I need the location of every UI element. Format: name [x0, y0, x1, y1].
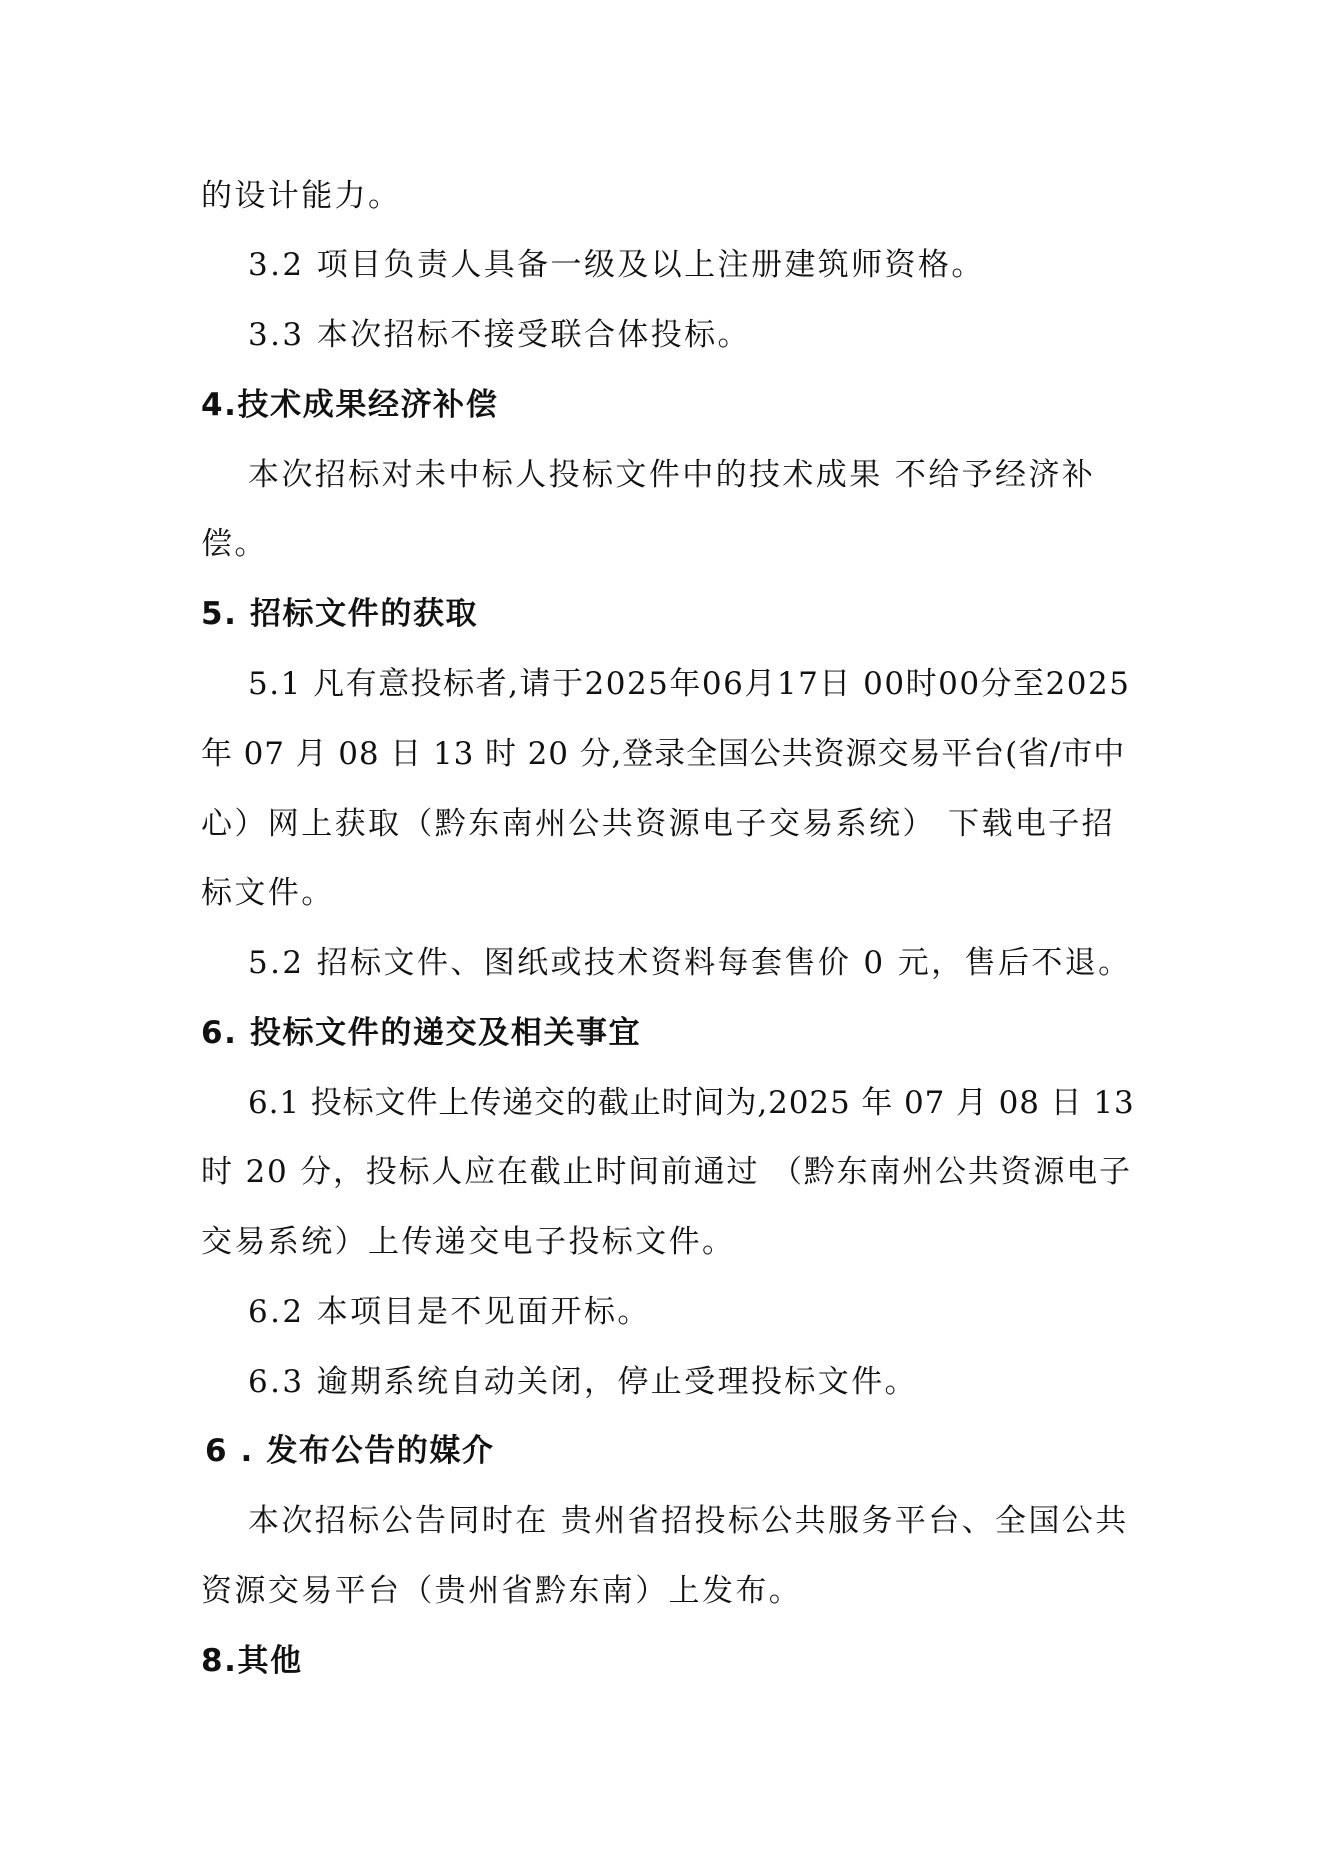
clause-3-3: 3.3 本次招标不接受联合体投标。: [248, 317, 751, 353]
clause-6-3: 6.3 逾期系统自动关闭，停止受理投标文件。: [248, 1364, 918, 1400]
section-heading-4: 4.技术成果经济补偿: [201, 387, 499, 423]
clause-6-2: 6.2 本项目是不见面开标。: [248, 1294, 651, 1330]
paragraph-line: 交易系统）上传递交电子投标文件。: [201, 1224, 736, 1260]
section-heading-8: 8.其他: [201, 1643, 303, 1679]
paragraph-line: 标文件。: [201, 875, 335, 911]
paragraph-line: 资源交易平台（贵州省黔东南）上发布。: [201, 1573, 803, 1609]
section-heading-media: 6 . 发布公告的媒介: [205, 1433, 495, 1469]
paragraph-line: 年 07 月 08 日 13 时 20 分,登录全国公共资源交易平台(省/市中: [201, 736, 1126, 772]
paragraph-line: 时 20 分，投标人应在截止时间前通过 （黔东南州公共资源电子: [201, 1154, 1132, 1190]
clause-5-2: 5.2 招标文件、图纸或技术资料每套售价 0 元，售后不退。: [248, 945, 1132, 981]
paragraph-line: 本次招标对未中标人投标文件中的技术成果 不给予经济补: [248, 457, 1096, 493]
paragraph-line: 的设计能力。: [201, 178, 402, 214]
clause-5-1: 5.1 凡有意投标者,请于2025年06月17日 00时00分至2025: [248, 666, 1131, 702]
clause-6-1: 6.1 投标文件上传递交的截止时间为,2025 年 07 月 08 日 13: [248, 1085, 1135, 1121]
section-heading-6: 6. 投标文件的递交及相关事宜: [201, 1015, 642, 1051]
paragraph-line: 偿。: [201, 526, 268, 562]
paragraph-line: 本次招标公告同时在 贵州省招投标公共服务平台、全国公共: [248, 1503, 1129, 1539]
clause-3-2: 3.2 项目负责人具备一级及以上注册建筑师资格。: [248, 247, 985, 283]
section-heading-5: 5. 招标文件的获取: [201, 596, 479, 632]
paragraph-line: 心）网上获取（黔东南州公共资源电子交易系统） 下载电子招: [201, 806, 1116, 842]
